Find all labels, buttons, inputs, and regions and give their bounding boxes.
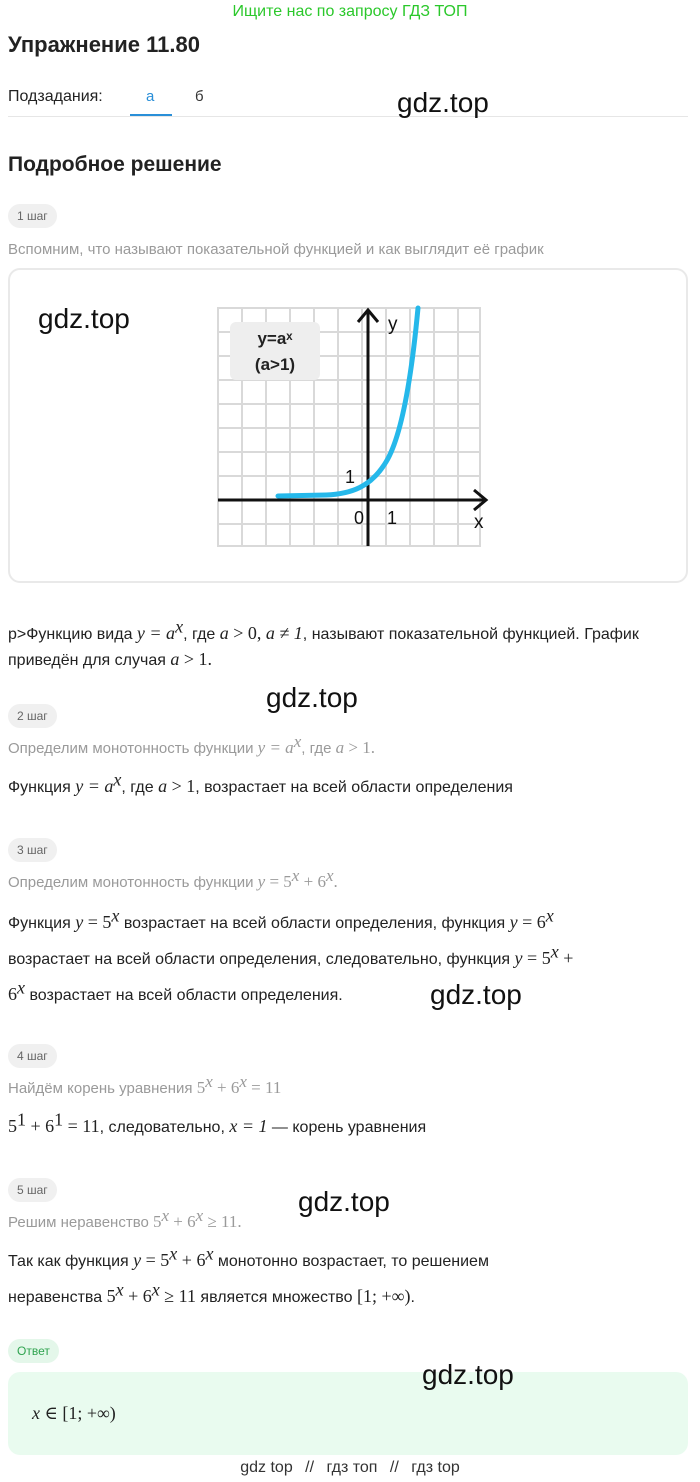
graph-card [8, 268, 688, 583]
step-body: неравенства $5^x + 6^x \ge 11$ является множество [1; +∞). [8, 1279, 415, 1306]
y-axis-label: y [388, 314, 398, 335]
step-badge: 3 шаг [8, 838, 57, 862]
step-hint: Решим неравенство $5^x + 6^x \ge 11$. [8, 1206, 242, 1231]
footer-separator: // [305, 1459, 315, 1476]
watermark: gdz.top [266, 682, 358, 713]
step-body: Так как функция $y = 5^x + 6^x$ монотонно возрастает, то решением [8, 1243, 489, 1270]
footer-links [0, 1457, 700, 1479]
watermark: gdz.top [430, 979, 522, 1010]
step-body: p>Функцию вида $y = a^x$, где a > 0, a ≠ 1, называют показательной функцией. График [8, 616, 639, 643]
step-badge: 1 шаг [8, 204, 57, 228]
step-badge: 5 шаг [8, 1178, 57, 1202]
y-tick-label: 1 [345, 467, 356, 487]
step-body: Функция $y = a^x$, где a > 1, возрастает на всей области определения [8, 769, 513, 796]
condition-label: (a>1) [254, 355, 296, 374]
watermark: gdz.top [298, 1186, 390, 1217]
tab-subtask-b[interactable]: б [195, 88, 204, 105]
answer-badge: Ответ [8, 1339, 59, 1363]
footer-separator: // [389, 1459, 399, 1476]
tabs-divider [8, 116, 688, 117]
step-body: возрастает на всей области определения, следовательно, функция $y = 5^x$ + [8, 941, 574, 968]
step-hint: Найдём корень уравнения $5^x + 6^x = 11$ [8, 1072, 282, 1097]
step-body: приведён для случая a > 1. [8, 649, 212, 669]
search-banner: Ищите нас по запросу ГДЗ ТОП [232, 3, 468, 20]
exponential-graph [206, 292, 496, 562]
tab-subtask-a[interactable]: а [146, 88, 155, 105]
answer-card [8, 1372, 688, 1455]
page-title: Упражнение 11.80 [8, 32, 200, 57]
subtasks-label: Подзадания: [8, 88, 103, 105]
step-body: $5^1 + 6^1 = 11$, следовательно, x = 1 — корень уравнения [8, 1109, 427, 1136]
section-title: Подробное решение [8, 153, 222, 176]
watermark: gdz.top [38, 303, 130, 334]
step-hint: Вспомним, что называют показательной функцией и как выглядит её график [8, 241, 544, 258]
footer-link[interactable]: гдз top [411, 1459, 460, 1476]
origin-label: 0 [354, 508, 365, 528]
step-hint: Определим монотонность функции $y = 5^x + 6^x$. [8, 866, 338, 891]
answer-value: x ∈ [1; +∞) [32, 1403, 116, 1423]
watermark: gdz.top [422, 1359, 514, 1390]
step-body: 6$^x$ возрастает на всей области определения. [8, 977, 343, 1004]
step-hint: Определим монотонность функции $y = a^x$, где a > 1. [8, 732, 375, 757]
step-body: Функция $y = 5^x$ возрастает на всей области определения, функция $y = 6^x$ [8, 905, 554, 932]
footer-link[interactable]: gdz top [240, 1459, 293, 1476]
step-badge: 2 шаг [8, 704, 57, 728]
x-axis-label: x [474, 512, 484, 533]
active-tab-indicator [130, 114, 172, 116]
footer-link[interactable]: гдз топ [326, 1459, 378, 1476]
step-badge: 4 шаг [8, 1044, 57, 1068]
watermark: gdz.top [397, 87, 489, 118]
function-label: y=aˣ [257, 329, 293, 348]
x-tick-label: 1 [387, 508, 398, 528]
